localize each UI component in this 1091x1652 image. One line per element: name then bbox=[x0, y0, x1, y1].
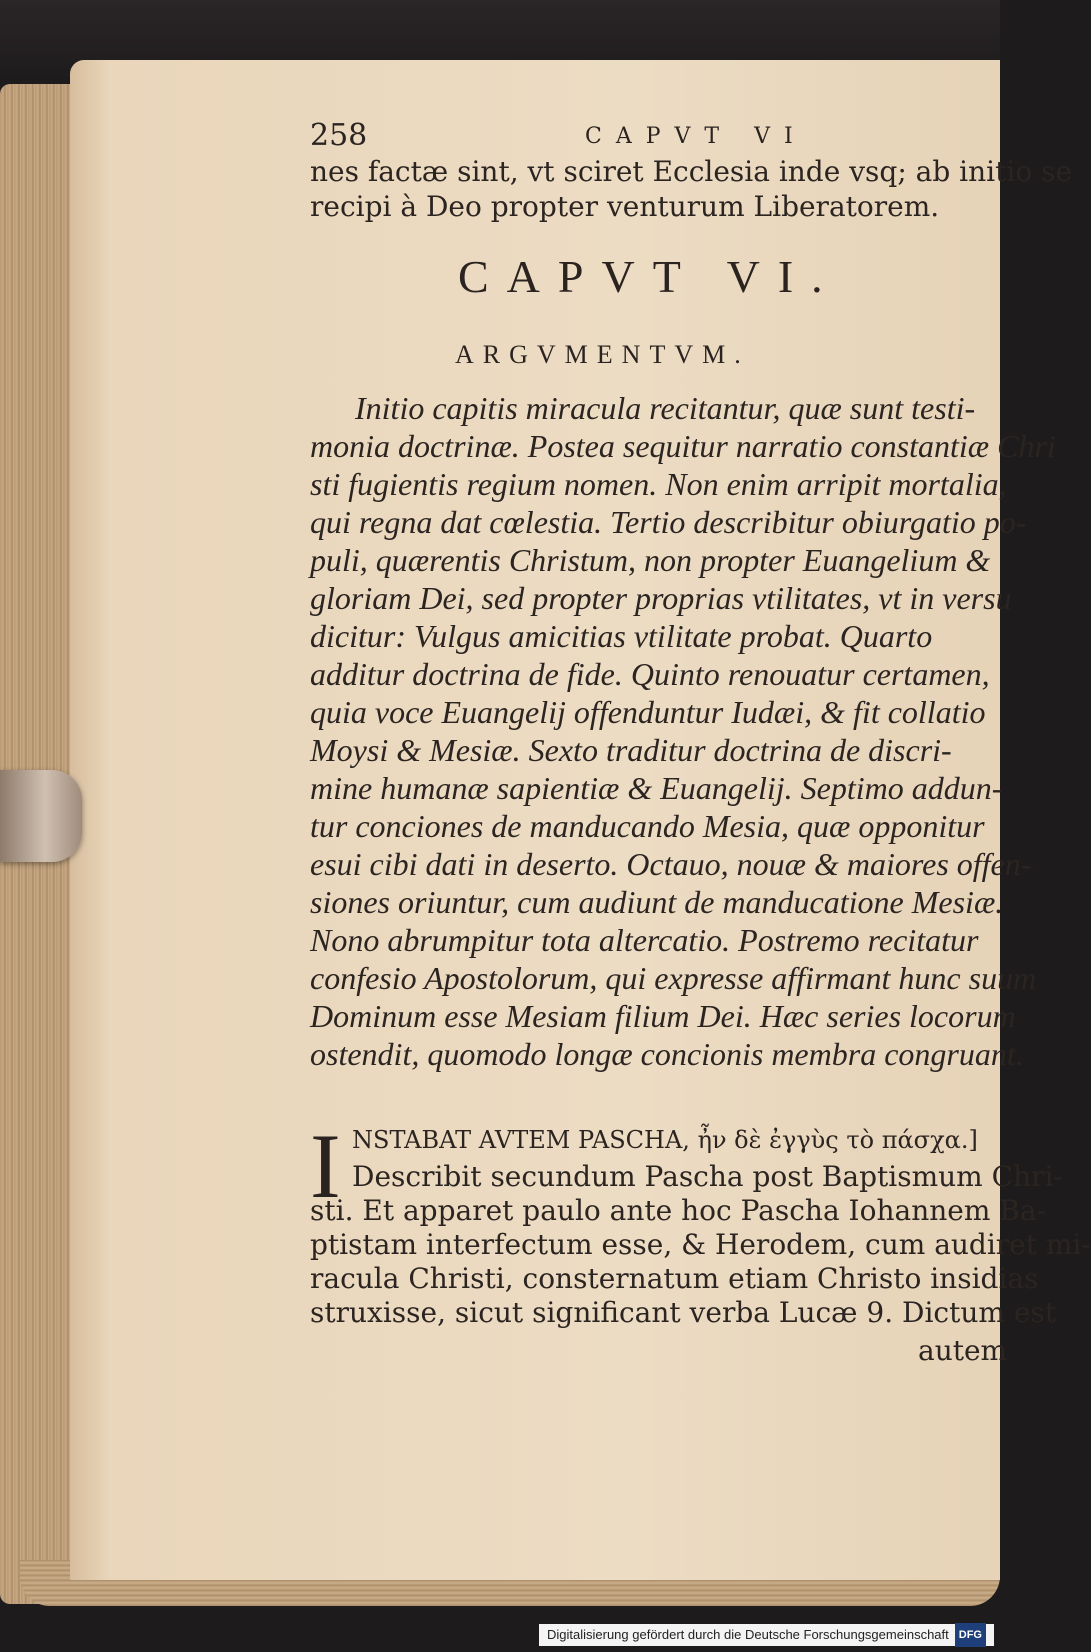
argument-line: dicitur: Vulgus amicitias vtilitate probat. Quarto bbox=[310, 618, 933, 654]
argument-line: mine humanæ sapientiæ & Euangelij. Septimo addun- bbox=[310, 770, 1003, 806]
body-line: ptistam interfectum esse, & Herodem, cum audiret mi- bbox=[310, 1228, 1091, 1261]
body-line: Describit secundum Pascha post Baptismum Chri- bbox=[352, 1160, 1063, 1193]
dfg-logo-icon: DFG bbox=[955, 1623, 986, 1647]
body-line: sti. Et apparet paulo ante hoc Pascha Iohannem Ba- bbox=[310, 1194, 1047, 1227]
argument-line: monia doctrinæ. Postea sequitur narratio constantiæ Chri bbox=[310, 428, 1056, 464]
argument-line: qui regna dat cœlestia. Tertio describitur obiurgatio po- bbox=[310, 504, 1027, 540]
argument-line: Initio capitis miracula recitantur, quæ sunt testi- bbox=[355, 390, 976, 426]
argument-heading: ARGVMENTVM. bbox=[455, 340, 750, 369]
argument-line: ostendit, quomodo longæ concionis membra congruant. bbox=[310, 1036, 1024, 1072]
running-head: CAPVT VI bbox=[585, 124, 807, 149]
argument-line: Nono abrumpitur tota altercatio. Postremo recitatur bbox=[310, 922, 979, 958]
book-clip bbox=[0, 770, 82, 862]
argument-line: esui cibi dati in deserto. Octauo, nouæ & maiores offen- bbox=[310, 846, 1032, 882]
argument-line: Dominum esse Mesiam filium Dei. Hæc series locorum bbox=[310, 998, 1016, 1034]
drop-initial: I bbox=[310, 1115, 341, 1217]
body-line: struxisse, sicut significant verba Lucæ 9. Dictum est bbox=[310, 1296, 1057, 1329]
argument-line: additur doctrina de fide. Quinto renouatur certamen, bbox=[310, 656, 990, 692]
footer-text: Digitalisierung gefördert durch die Deutsche Forschungsgemeinschaft bbox=[546, 1627, 949, 1642]
carry-over-line: recipi à Deo propter venturum Liberatorem. bbox=[310, 190, 940, 223]
carry-over-line: nes factæ sint, vt sciret Ecclesia inde vsq; ab initio se bbox=[310, 155, 1073, 188]
body-line: racula Christi, consternatum etiam Christo insidias bbox=[310, 1262, 1039, 1295]
argument-line: Moysi & Mesiæ. Sexto traditur doctrina de discri- bbox=[310, 732, 952, 768]
argument-line: confesio Apostolorum, qui expresse affirmant hunc suum bbox=[310, 960, 1037, 996]
page-header bbox=[310, 118, 970, 154]
argument-line: gloriam Dei, sed propter proprias vtilitates, vt in versu bbox=[310, 580, 1012, 616]
argument-line: siones oriuntur, cum audiunt de manducatione Mesiæ. bbox=[310, 884, 1004, 920]
digitization-footer bbox=[539, 1624, 994, 1646]
argument-line: quia voce Euangelij offenduntur Iudæi, & fit collatio bbox=[310, 694, 986, 730]
chapter-title: CAPVT VI. bbox=[458, 251, 841, 302]
page-number: 258 bbox=[310, 118, 368, 153]
catchword: autem bbox=[918, 1334, 1008, 1367]
argument-line: tur conciones de manducando Mesia, quæ opponitur bbox=[310, 808, 985, 844]
body-line: NSTABAT AVTEM PASCHA, ἦν δὲ ἐγγὺς τὸ πάσχα.] bbox=[352, 1126, 978, 1154]
argument-line: sti fugientis regium nomen. Non enim arripit mortalia, bbox=[310, 466, 1007, 502]
argument-line: puli, quærentis Christum, non propter Euangelium & bbox=[310, 542, 991, 578]
